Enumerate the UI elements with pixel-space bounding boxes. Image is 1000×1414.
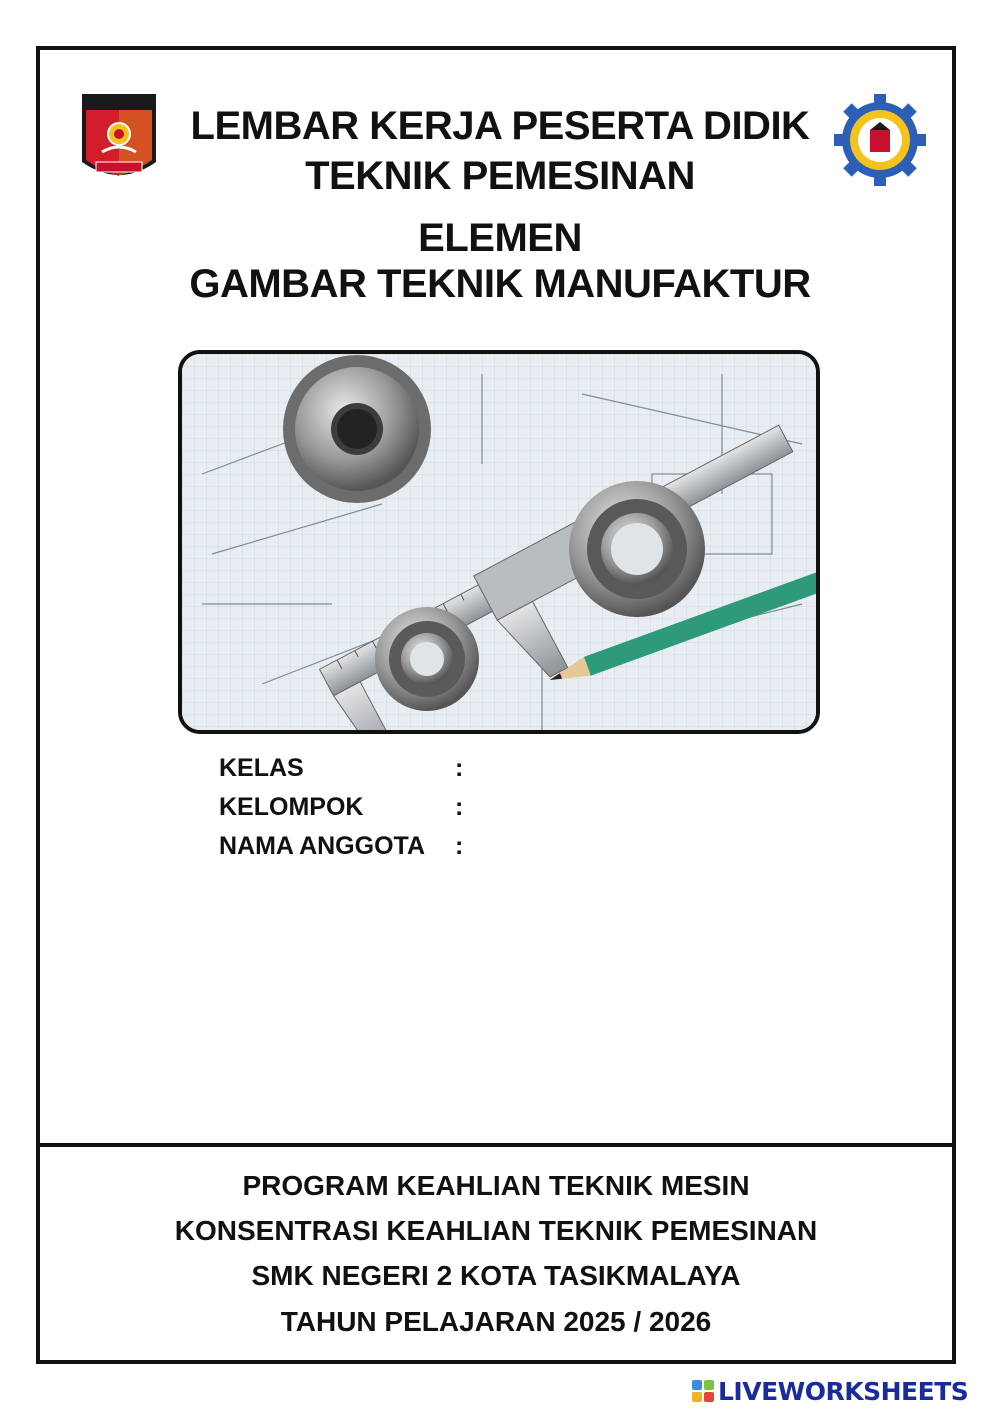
- gear-emblem-icon: [832, 92, 928, 188]
- watermark-text: LIVEWORKSHEETS: [718, 1376, 969, 1406]
- footer-divider: [36, 1143, 956, 1147]
- field-label: KELAS: [219, 754, 304, 782]
- field-kelas: [219, 754, 463, 783]
- school-crest-icon: [80, 92, 158, 184]
- field-colon: :: [455, 832, 464, 860]
- caliper-gear-bearing-pencil-photo: [178, 350, 820, 734]
- field-nama-anggota: [219, 832, 463, 861]
- field-colon: :: [455, 754, 464, 782]
- footer-line-2: KONSENTRASI KEAHLIAN TEKNIK PEMESINAN: [174, 1215, 818, 1246]
- liveworksheets-logo-icon: [692, 1380, 714, 1402]
- field-colon: :: [455, 793, 464, 821]
- footer-line-3: SMK NEGERI 2 KOTA TASIKMALAYA: [251, 1260, 741, 1291]
- field-label: KELOMPOK: [219, 793, 364, 821]
- field-label: NAMA ANGGOTA: [219, 832, 425, 860]
- title-line-4: GAMBAR TEKNIK MANUFAKTUR: [189, 262, 811, 306]
- field-kelompok: [219, 793, 463, 822]
- title-line-3: ELEMEN: [418, 216, 582, 260]
- title-line-1: LEMBAR KERJA PESERTA DIDIK: [190, 104, 810, 148]
- footer-line-1: PROGRAM KEAHLIAN TEKNIK MESIN: [242, 1170, 750, 1201]
- footer-line-4: TAHUN PELAJARAN 2025 / 2026: [280, 1306, 712, 1337]
- liveworksheets-watermark[interactable]: [692, 1376, 968, 1406]
- title-line-2: TEKNIK PEMESINAN: [305, 154, 695, 198]
